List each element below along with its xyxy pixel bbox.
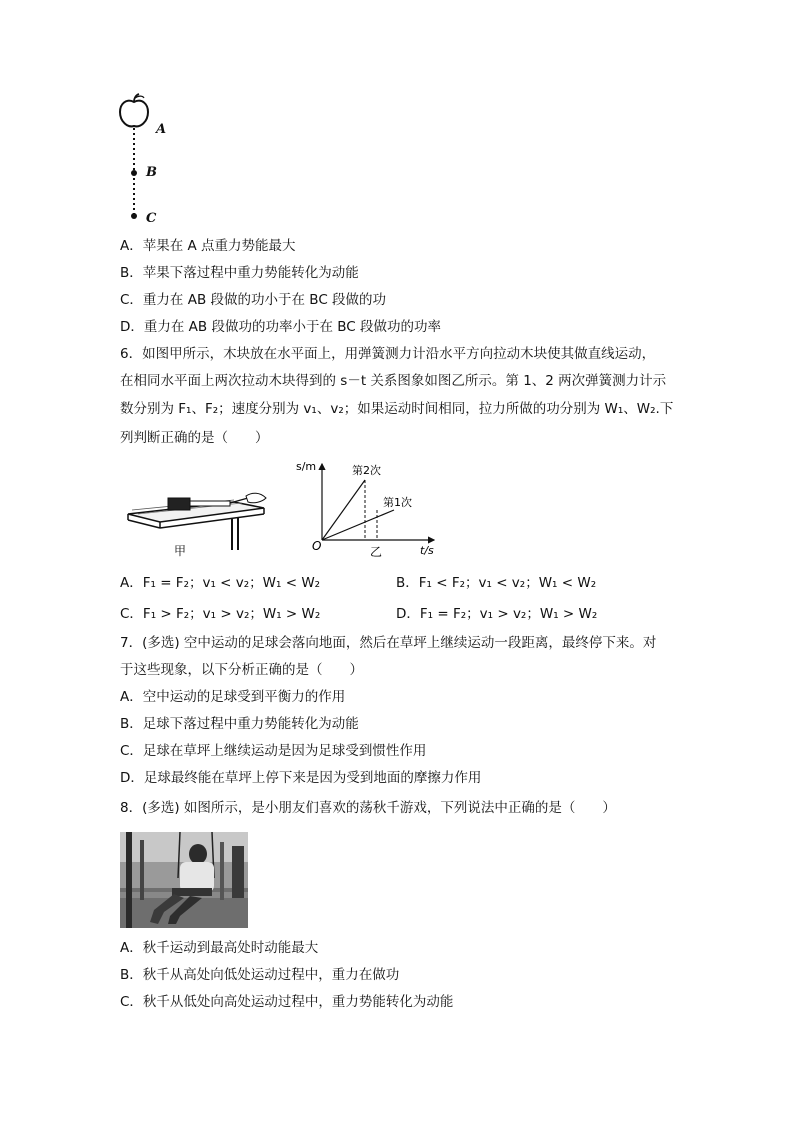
origin-label: O xyxy=(312,539,322,553)
q8-option-b: B．秋千从高处向低处运动过程中，重力在做功 xyxy=(120,967,400,983)
x-axis-label: t/s xyxy=(420,544,434,557)
series-2-label: 第2次 xyxy=(352,464,381,477)
swing-photo-drawing xyxy=(120,832,248,928)
q8-stem-line-1: 8．(多选) 如图所示，是小朋友们喜欢的荡秋千游戏，下列说法中正确的是（ ） xyxy=(120,800,616,816)
q6-stem-line-1: 6．如图甲所示，木块放在水平面上，用弹簧测力计沿水平方向拉动木块使其做直线运动， xyxy=(120,346,656,362)
q6-stem-line-2: 在相同水平面上两次拉动木块得到的 s－t 关系图象如图乙所示。第 1、2 两次弹簧测力计示 xyxy=(120,373,667,389)
point-a-label: A xyxy=(156,122,167,137)
q5-option-c: C．重力在 AB 段做的功小于在 BC 段做的功 xyxy=(120,292,387,308)
figure-jia xyxy=(124,486,274,558)
point-b-label: B xyxy=(146,165,157,180)
q7-option-d: D．足球最终能在草坪上停下来是因为受到地面的摩擦力作用 xyxy=(120,770,482,786)
q7-option-a: A．空中运动的足球受到平衡力的作用 xyxy=(120,689,346,705)
apple-drawing xyxy=(112,92,172,230)
st-chart xyxy=(294,458,444,560)
y-axis-label: s/m xyxy=(296,460,317,473)
q5-option-a: A．苹果在 A 点重力势能最大 xyxy=(120,238,296,254)
q5-option-d: D．重力在 AB 段做功的功率小于在 BC 段做功的功率 xyxy=(120,319,442,335)
q6-option-a: A．F₁ = F₂；v₁ < v₂；W₁ < W₂ xyxy=(120,575,321,591)
series-1-label: 第1次 xyxy=(383,496,412,509)
figure-yi xyxy=(294,458,444,560)
swing-photo xyxy=(120,832,248,928)
q8-option-a: A．秋千运动到最高处时动能最大 xyxy=(120,940,319,956)
q5-option-b: B．苹果下落过程中重力势能转化为动能 xyxy=(120,265,359,281)
q7-option-c: C．足球在草坪上继续运动是因为足球受到惯性作用 xyxy=(120,743,427,759)
q7-stem-line-2: 于这些现象，以下分析正确的是（ ） xyxy=(120,662,363,678)
q8-option-c: C．秋千从低处向高处运动过程中，重力势能转化为动能 xyxy=(120,994,454,1010)
q6-stem-line-4: 列判断正确的是（ ） xyxy=(120,430,269,446)
table-block-drawing xyxy=(124,486,274,558)
figure-yi-caption: 乙 xyxy=(370,545,383,559)
point-c-label: C xyxy=(146,211,157,226)
q6-option-c: C．F₁ > F₂；v₁ > v₂；W₁ > W₂ xyxy=(120,606,321,622)
q7-option-b: B．足球下落过程中重力势能转化为动能 xyxy=(120,716,359,732)
q7-stem-line-1: 7．(多选) 空中运动的足球会落向地面，然后在草坪上继续运动一段距离，最终停下来。对 xyxy=(120,635,657,651)
q6-option-b: B．F₁ < F₂；v₁ < v₂；W₁ < W₂ xyxy=(396,575,597,591)
figure-jia-label: 甲 xyxy=(174,544,187,558)
apple-figure xyxy=(112,92,172,230)
q6-stem-line-3: 数分别为 F₁、F₂；速度分别为 v₁、v₂；如果运动时间相同，拉力所做的功分别为 W₁、W₂.下 xyxy=(120,401,674,417)
q6-option-d: D．F₁ = F₂；v₁ > v₂；W₁ > W₂ xyxy=(396,606,598,622)
